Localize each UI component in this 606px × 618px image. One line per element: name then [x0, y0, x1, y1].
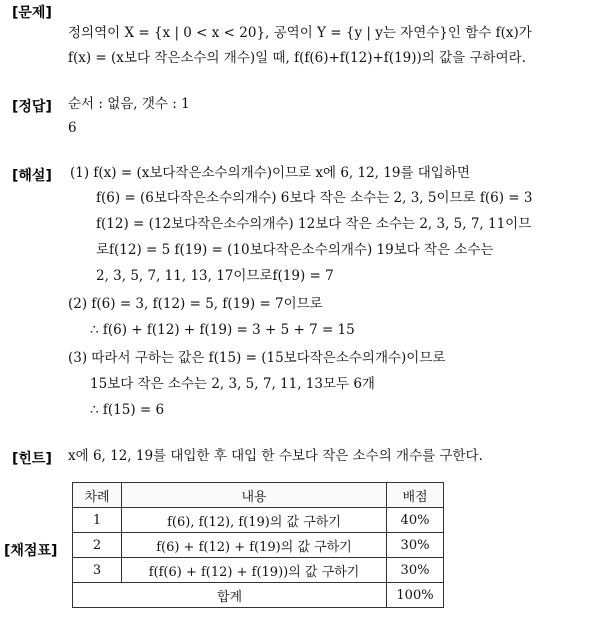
- solution-line: (2) f(6) = 3, f(12) = 5, f(19) = 7이므로: [68, 296, 323, 312]
- scoring-table: [72, 482, 444, 608]
- solution-line: 2, 3, 5, 7, 11, 13, 17이므로f(19) = 7: [96, 268, 334, 284]
- header-content: 내용: [122, 483, 387, 508]
- solution-line: f(6) = (6보다작은소수의개수) 6보다 작은 소수는 2, 3, 5이므로 f(6) = 3: [96, 190, 533, 206]
- scoring-label: [채점표]: [4, 543, 58, 559]
- header-points: 배점: [387, 483, 444, 508]
- table-row: [73, 558, 444, 583]
- row-points: 30%: [387, 558, 444, 583]
- solution-line: ∴ f(6) + f(12) + f(19) = 3 + 5 + 7 = 15: [90, 322, 355, 338]
- row-order: 1: [73, 508, 122, 533]
- problem-line-1: 정의역이 X = {x | 0 < x < 20}, 공역이 Y = {y | y는 자연수}인 함수 f(x)가: [68, 25, 532, 41]
- problem-label: [문제]: [12, 5, 52, 21]
- total-label: 합계: [73, 583, 387, 608]
- problem-line-2: f(x) = (x보다 작은소수의 개수)일 때, f(f(6)+f(12)+f(19))의 값을 구하여라.: [68, 50, 526, 66]
- answer-line-2: 6: [68, 120, 77, 136]
- row-points: 30%: [387, 533, 444, 558]
- total-value: 100%: [387, 583, 444, 608]
- scoring-header-row: [73, 483, 444, 508]
- answer-label: [정답]: [12, 99, 52, 115]
- row-points: 40%: [387, 508, 444, 533]
- answer-line-1: 순서 : 없음, 갯수 : 1: [68, 96, 190, 112]
- solution-line: (3) 따라서 구하는 값은 f(15) = (15보다작은소수의개수)이므로: [68, 350, 446, 366]
- table-row: [73, 533, 444, 558]
- solution-line: f(12) = (12보다작은소수의개수) 12보다 작은 소수는 2, 3, 5, 7, 11이므: [96, 216, 532, 232]
- row-order: 2: [73, 533, 122, 558]
- row-content: f(6), f(12), f(19)의 값 구하기: [122, 508, 387, 533]
- solution-line: 로f(12) = 5 f(19) = (10보다작은소수의개수) 19보다 작은 소수는: [96, 242, 494, 258]
- row-content: f(f(6) + f(12) + f(19))의 값 구하기: [122, 558, 387, 583]
- row-content: f(6) + f(12) + f(19)의 값 구하기: [122, 533, 387, 558]
- solution-label: [해설]: [12, 168, 52, 184]
- solution-line: 15보다 작은 소수는 2, 3, 5, 7, 11, 13모두 6개: [90, 376, 375, 392]
- hint-label: [힌트]: [12, 451, 52, 467]
- solution-line: ∴ f(15) = 6: [90, 402, 165, 418]
- hint-text: x에 6, 12, 19를 대입한 후 대입 한 수보다 작은 소수의 개수를 구한다.: [68, 448, 483, 464]
- total-row: [73, 583, 444, 608]
- table-row: [73, 508, 444, 533]
- header-order: 차례: [73, 483, 122, 508]
- row-order: 3: [73, 558, 122, 583]
- solution-line: (1) f(x) = (x보다작은소수의개수)이므로 x에 6, 12, 19를 대입하면: [70, 165, 470, 181]
